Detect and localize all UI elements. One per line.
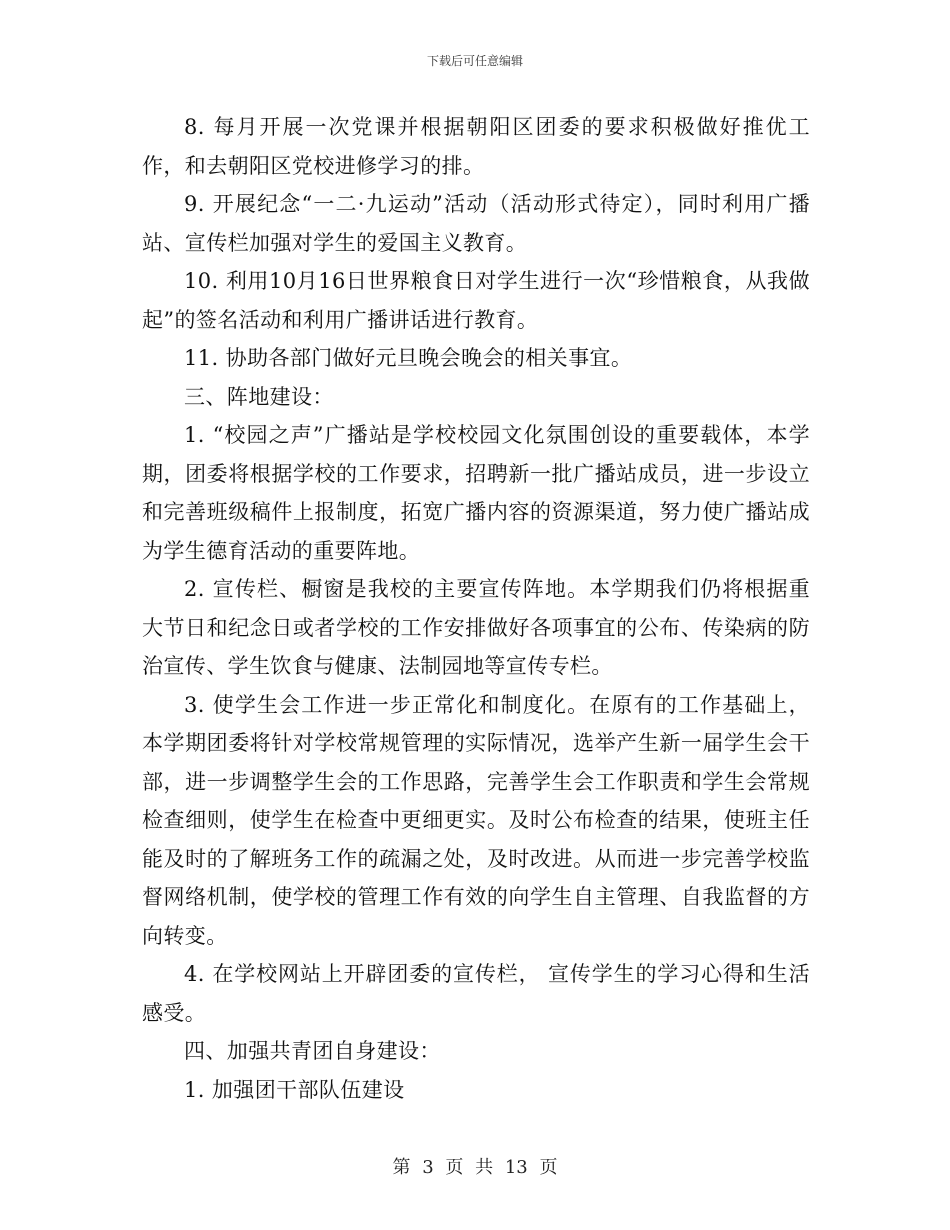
section-heading-4: 四、加强共青团自身建设： <box>184 1039 441 1063</box>
paragraph-item-9: 9. 开展纪念“一二·九运动”活动（活动形式待定），同时利用广播站、宣传栏加强对学生的爱国主义教育。 <box>142 192 810 255</box>
section-heading-3: 三、阵地建设： <box>184 384 334 409</box>
paragraph-item-10: 10. 利用10月16日世界粮食日对学生进行一次“珍惜粮食，从我做起”的签名活动和利用广播讲话进行教育。 <box>142 269 810 332</box>
paragraph-student-union: 3. 使学生会工作进一步正常化和制度化。在原有的工作基础上，本学期团委将针对学校常规管理的实际情况，选举产生新一届学生会干部，进一步调整学生会的工作思路，完善学生会工作职责和学生会常规检查细则，使学生在检查中更细更实。及时公布检查的结果，使班主任能及时的了解班务工作的疏漏之处，及时改进。从而进一步完善学校监督网络机制，使学校的管理工作有效的向学生自主管理、自我监督的方向转变。 <box>142 692 810 948</box>
page-footer: 第 3 页 共 13 页 <box>392 1157 558 1178</box>
page-header: 下载后可任意编辑 <box>426 54 523 68</box>
paragraph-school-website: 4. 在学校网站上开辟团委的宣传栏， 宣传学生的学习心得和生活感受。 <box>142 962 810 1025</box>
paragraph-item-11: 11. 协助各部门做好元旦晚会晚会的相关事宜。 <box>184 346 633 370</box>
document-body <box>142 108 810 1109</box>
paragraph-item-8: 8. 每月开展一次党课并根据朝阳区团委的要求积极做好推优工作，和去朝阳区党校进修学习的排。 <box>142 115 810 178</box>
paragraph-cadre-building: 1. 加强团干部队伍建设 <box>184 1077 405 1102</box>
paragraph-broadcast-station: 1. “校园之声”广播站是学校校园文化氛围创设的重要载体，本学期，团委将根据学校的工作要求，招聘新一批广播站成员，进一步设立和完善班级稿件上报制度，拓宽广播内容的资源渠道，努力使广播站成为学生德育活动的重要阵地。 <box>142 423 810 563</box>
paragraph-bulletin-board: 2. 宣传栏、橱窗是我校的主要宣传阵地。本学期我们仍将根据重大节日和纪念日或者学校的工作安排做好各项事宜的公布、传染病的防治宣传、学生饮食与健康、法制园地等宣传专栏。 <box>142 577 810 678</box>
